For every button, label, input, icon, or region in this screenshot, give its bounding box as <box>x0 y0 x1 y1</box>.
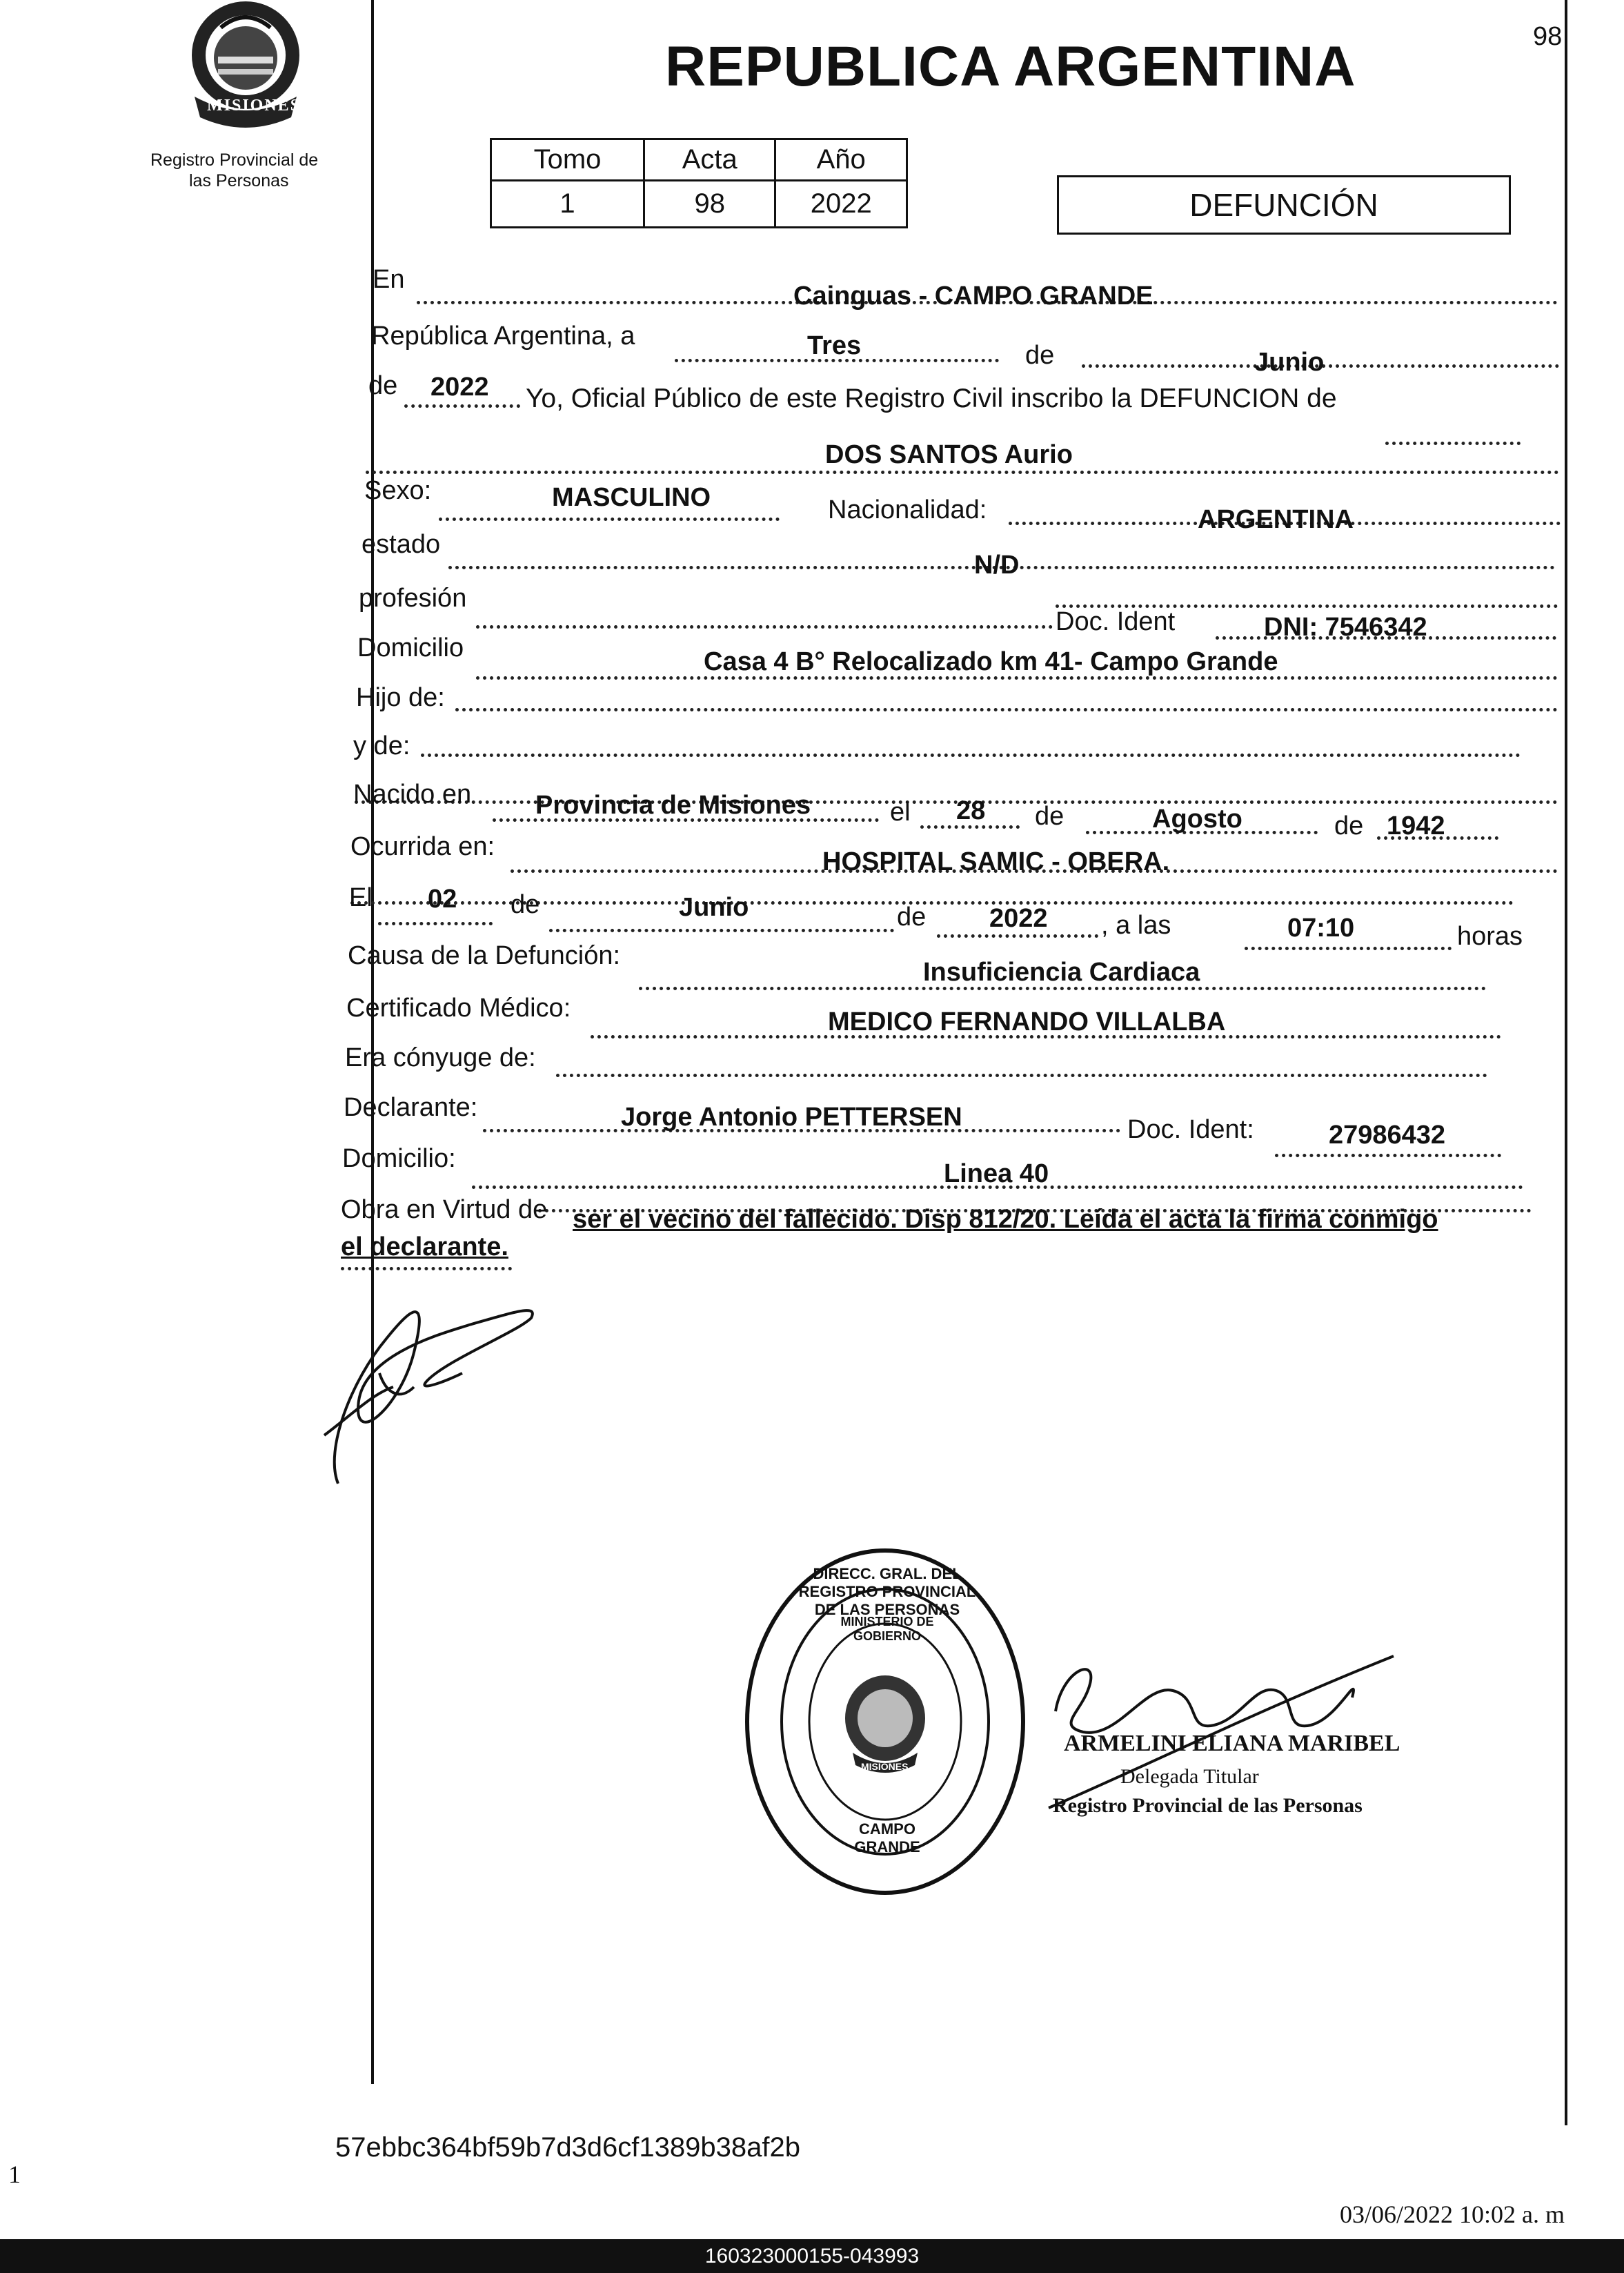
nacionalidad-value: ARGENTINA <box>1198 505 1354 534</box>
name-dots <box>366 471 1559 474</box>
certificado-value: MEDICO FERNANDO VILLALBA <box>828 1007 1226 1036</box>
record-value-ano: 2022 <box>775 181 907 228</box>
profesion-dots <box>476 625 1053 629</box>
signatory-title: Delegada Titular <box>1120 1765 1259 1788</box>
record-value-acta: 98 <box>644 181 775 228</box>
page-title: REPUBLICA ARGENTINA <box>665 35 1356 98</box>
el-label: el <box>890 798 911 827</box>
nacionalidad-label: Nacionalidad: <box>828 495 987 524</box>
horas-label: horas <box>1457 922 1523 951</box>
decl-domicilio-value: Linea 40 <box>944 1159 1049 1188</box>
declarant-signature <box>310 1277 559 1511</box>
stamp-bottom-text: CAMPO GRANDE <box>854 1820 920 1856</box>
yde-label: y de: <box>353 731 410 760</box>
death-year-dots <box>937 934 1098 938</box>
causa-label: Causa de la Defunción: <box>348 941 621 970</box>
obra-line2-dots <box>341 1267 512 1270</box>
emblem-ribbon-text: MISIONES <box>207 97 301 115</box>
hijo-dots <box>455 708 1558 711</box>
profesion-label: profesión <box>359 584 467 613</box>
death-de1-label: de <box>511 890 540 919</box>
death-day-value: 02 <box>428 885 457 914</box>
hijo-label: Hijo de: <box>356 683 445 712</box>
sexo-dots <box>439 518 780 521</box>
decl-doc-label: Doc. Ident: <box>1127 1115 1254 1144</box>
declarante-value: Jorge Antonio PETTERSEN <box>621 1103 962 1132</box>
conyuge-label: Era cónyuge de: <box>345 1043 536 1072</box>
print-timestamp: 03/06/2022 10:02 a. m <box>1340 2201 1565 2228</box>
death-de2-label: de <box>897 903 927 932</box>
signatory-name: ARMELINI ELIANA MARIBEL <box>1064 1731 1400 1756</box>
domicilio-label: Domicilio <box>357 633 464 662</box>
estado-label: estado <box>362 530 441 559</box>
decl-domicilio-label: Domicilio: <box>342 1144 456 1173</box>
sexo-label: Sexo: <box>364 476 432 505</box>
conyuge-dots <box>556 1074 1487 1077</box>
obra-value-line2: el declarante. <box>341 1232 508 1261</box>
de-label-1: de <box>1025 341 1055 370</box>
official-stamp <box>742 1546 1028 1898</box>
stamp-emblem-text: MISIONES <box>861 1761 909 1772</box>
registry-name-line1: Registro Provincial de <box>150 150 319 170</box>
page-number: 98 <box>1533 22 1563 51</box>
barcode-id: 160323000155-043993 <box>704 2245 920 2267</box>
birth-de2-label: de <box>1334 811 1364 840</box>
document-type-box <box>1057 175 1511 235</box>
barcode-bar <box>0 2239 1624 2273</box>
death-day-dots <box>378 922 493 925</box>
page-frame-left-rule <box>371 0 374 2084</box>
official-signature <box>1035 1629 1407 1822</box>
birth-day-value: 28 <box>956 796 986 825</box>
birth-month-value: Agosto <box>1152 805 1242 834</box>
causa-value: Insuficiencia Cardiaca <box>923 958 1200 987</box>
obra-label: Obra en Virtud de <box>341 1195 548 1224</box>
republica-label: República Argentina, a <box>371 322 635 351</box>
misiones-emblem <box>181 0 310 131</box>
registry-name-line2: las Personas <box>189 171 289 190</box>
ocurrida-value: HOSPITAL SAMIC - OBERA. <box>822 847 1170 876</box>
doc-ident-value: DNI: 7546342 <box>1264 613 1427 642</box>
yde-dots <box>421 754 1521 757</box>
death-time-dots <box>1245 947 1452 950</box>
death-month-value: Junio <box>679 893 749 922</box>
stamp-outer-text: DIRECC. GRAL. DEL REGISTRO PROVINCIAL DE LAS PERSONAS <box>798 1565 976 1618</box>
death-month-dots <box>549 929 894 932</box>
decl-doc-value: 27986432 <box>1329 1121 1446 1150</box>
estado-value: N/D <box>974 551 1020 580</box>
record-value-tomo: 1 <box>491 181 644 228</box>
sexo-value: MASCULINO <box>552 483 711 512</box>
year-dots <box>404 404 520 408</box>
oficial-end-dots <box>1385 442 1521 445</box>
page-frame-right-rule <box>1565 0 1567 2125</box>
record-header-tomo: Tomo <box>491 139 644 181</box>
doc-ident-label: Doc. Ident <box>1056 607 1176 636</box>
stamp-inner-text: MINISTERIO DE GOBIERNO <box>840 1615 934 1643</box>
oficial-text: Yo, Oficial Público de este Registro Civil inscribo la DEFUNCION de <box>526 384 1337 413</box>
birth-de1-label: de <box>1035 802 1064 831</box>
deceased-name-value: DOS SANTOS Aurio <box>825 440 1073 469</box>
decl-doc-dots <box>1275 1154 1501 1157</box>
alas-label: , a las <box>1101 911 1171 940</box>
en-label: En <box>373 265 405 294</box>
death-year-value: 2022 <box>989 904 1048 933</box>
domicilio-value: Casa 4 B° Relocalizado km 41- Campo Grande <box>704 647 1278 676</box>
record-header-ano: Año <box>775 139 907 181</box>
document-hash: 57ebbc364bf59b7d3d6cf1389b38af2b <box>335 2132 800 2163</box>
declarante-label: Declarante: <box>344 1093 478 1122</box>
document-type-label: DEFUNCIÓN <box>1189 187 1378 223</box>
obra-value: ser el vecino del fallecido. Disp 812/20. Leída el acta la firma conmigo <box>573 1205 1438 1234</box>
signatory-office: Registro Provincial de las Personas <box>1053 1794 1363 1817</box>
left-margin-mark: 1 <box>8 2161 21 2188</box>
death-time-value: 07:10 <box>1287 914 1355 943</box>
month-value: Junio <box>1254 348 1325 377</box>
certificado-label: Certificado Médico: <box>346 994 571 1023</box>
el2-label: El <box>349 883 373 912</box>
profesion-end-dots <box>1056 604 1558 608</box>
record-header-acta: Acta <box>644 139 775 181</box>
record-table <box>490 138 908 228</box>
nacido-label: Nacido en <box>353 780 472 809</box>
day-value: Tres <box>807 331 862 360</box>
en-value: Cainguas - CAMPO GRANDE <box>793 282 1153 311</box>
birth-year-value: 1942 <box>1387 811 1445 840</box>
year-de-label: de <box>368 371 398 400</box>
ocurrida-label: Ocurrida en: <box>350 832 495 861</box>
nacido-value: Provincia de Misiones <box>535 791 811 820</box>
year-value: 2022 <box>430 373 489 402</box>
